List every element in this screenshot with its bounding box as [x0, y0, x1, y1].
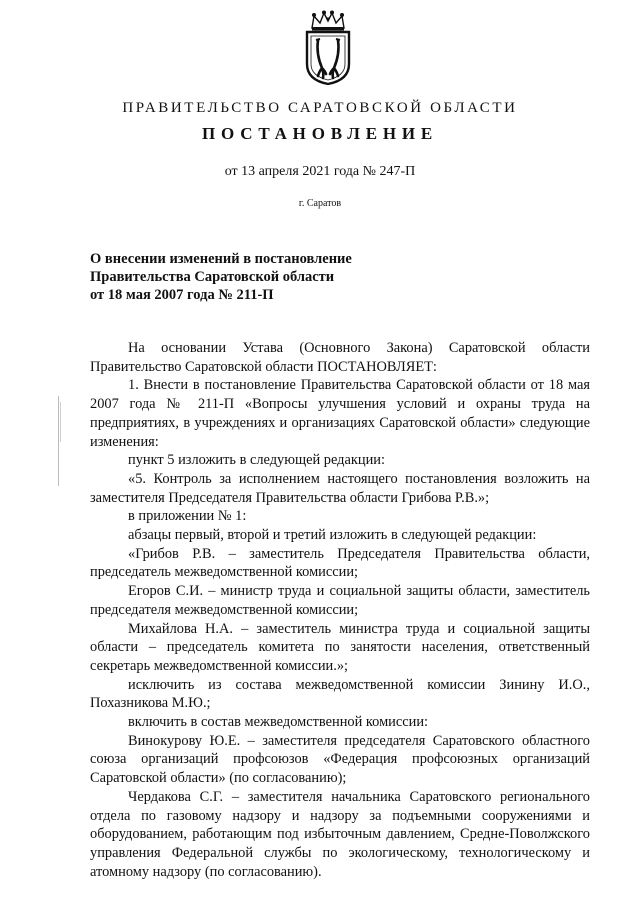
- body-paragraph: исключить из состава межведомственной комиссии Зинину И.О., Похазникова М.Ю.;: [90, 676, 590, 712]
- date-number: от 13 апреля 2021 года № 247-П: [224, 164, 416, 179]
- document-subject: [90, 250, 490, 304]
- subject-line: Правительства Саратовской области: [90, 269, 335, 285]
- body-paragraph: Винокурову Ю.Е. – заместителя председателя Саратовского областного союза организаций профсоюзов «Федерация профсоюзных организаций Саратовской области» (по согласованию);: [90, 732, 590, 787]
- body-paragraph: абзацы первый, второй и третий изложить в следующей редакции:: [128, 527, 537, 544]
- body-paragraph: На основании Устава (Основного Закона) Саратовской области Правительство Саратовской области ПОСТАНОВЛЯЕТ:: [90, 340, 590, 375]
- subject-line: О внесении изменений в постановление: [90, 251, 352, 267]
- scan-artifact-line: [58, 396, 59, 486]
- body-paragraph: Егоров С.И. – министр труда и социальной защиты области, заместитель председателя межведомственной комиссии;: [90, 583, 590, 618]
- body-paragraph: пункт 5 изложить в следующей редакции:: [128, 452, 385, 469]
- body-paragraph: Чердакова С.Г. – заместителя начальника Саратовского регионального отдела по газовому надзору и надзору за подъемными сооружениями и оборудованием, работающим под избыточным давлением, Средне-Поволжского управления Федеральной службы по экологическому, технологическому и атомному надзору (по согласованию).: [90, 788, 590, 880]
- saratov-coat-of-arms-icon: [302, 10, 354, 86]
- subject-line: от 18 мая 2007 года № 211-П: [90, 287, 274, 303]
- body-paragraph: в приложении № 1:: [128, 508, 247, 525]
- document-body: [90, 339, 590, 881]
- city: г. Саратов: [298, 198, 342, 209]
- body-paragraph: включить в состав межведомственной комиссии:: [128, 714, 429, 731]
- body-paragraph: 1. Внести в постановление Правительства Саратовской области от 18 мая 2007 года № 211-П «Вопросы улучшения условий и охраны труда на предприятиях, в учреждениях и организациях Саратовской области» следующие изменения:: [90, 377, 590, 450]
- government-name: ПРАВИТЕЛЬСТВО САРАТОВСКОЙ ОБЛАСТИ: [122, 100, 518, 116]
- body-paragraph: «Грибов Р.В. – заместитель Председателя Правительства области, председатель межведомственной комиссии;: [90, 545, 590, 581]
- scan-artifact-line: [60, 402, 61, 442]
- document-kind: ПОСТАНОВЛЕНИЕ: [201, 124, 439, 143]
- body-paragraph: «5. Контроль за исполнением настоящего постановления возложить на заместителя Председателя Правительства области Грибова Р.В.»;: [90, 470, 590, 506]
- body-paragraph: Михайлова Н.А. – заместитель министра труда и социальной защиты области – председатель комитета по занятости населения, ответственный секретарь межведомственной комиссии.»;: [90, 620, 590, 674]
